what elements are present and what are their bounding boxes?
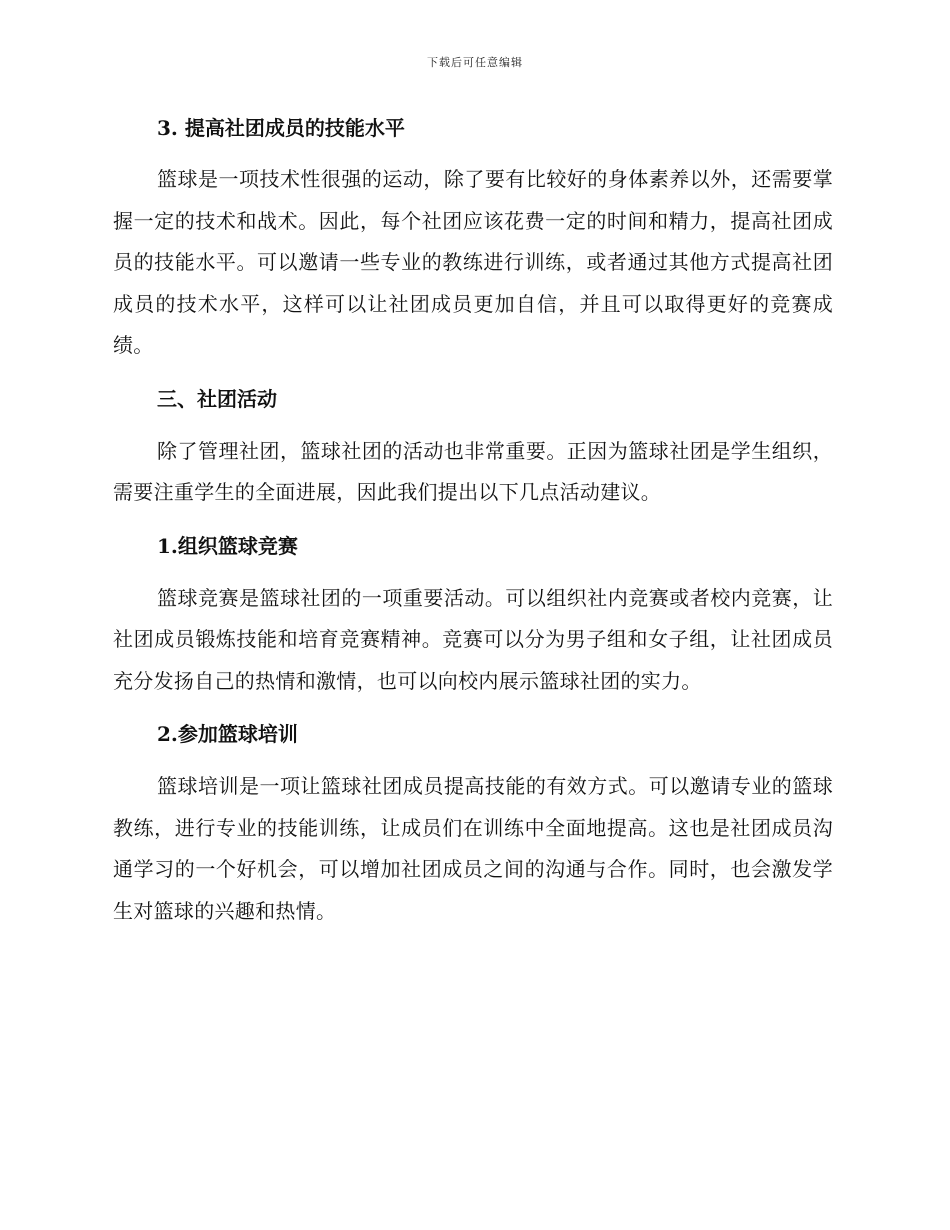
section-paragraph: 除了管理社团，篮球社团的活动也非常重要。正因为篮球社团是学生组织，需要注重学生的全面进展，因此我们提出以下几点活动建议。 — [113, 438, 833, 504]
section-heading: 2.参加篮球培训 — [157, 722, 298, 746]
page-header: 下载后可任意编辑 — [427, 56, 523, 69]
document-body — [113, 108, 833, 932]
section-heading: 1.组织篮球竞赛 — [157, 533, 298, 558]
section-heading: 3. 提高社团成员的技能水平 — [157, 116, 405, 140]
section-paragraph: 篮球是一项技术性很强的运动，除了要有比较好的身体素养以外，还需要掌握一定的技术和战术。因此，每个社团应该花费一定的时间和精力，提高社团成员的技能水平。可以邀请一些专业的教练进行训练，或者通过其他方式提高社团成员的技术水平，这样可以让社团成员更加自信，并且可以取得更好的竞赛成绩。 — [113, 167, 833, 357]
section-paragraph: 篮球培训是一项让篮球社团成员提高技能的有效方式。可以邀请专业的篮球教练，进行专业的技能训练，让成员们在训练中全面地提高。这也是社团成员沟通学习的一个好机会，可以增加社团成员之间的沟通与合作。同时，也会激发学生对篮球的兴趣和热情。 — [113, 774, 833, 923]
section-heading: 三、社团活动 — [157, 386, 277, 411]
section-paragraph: 篮球竞赛是篮球社团的一项重要活动。可以组织社内竞赛或者校内竞赛，让社团成员锻炼技能和培育竞赛精神。竞赛可以分为男子组和女子组，让社团成员充分发扬自己的热情和激情，也可以向校内展示篮球社团的实力。 — [113, 585, 833, 693]
